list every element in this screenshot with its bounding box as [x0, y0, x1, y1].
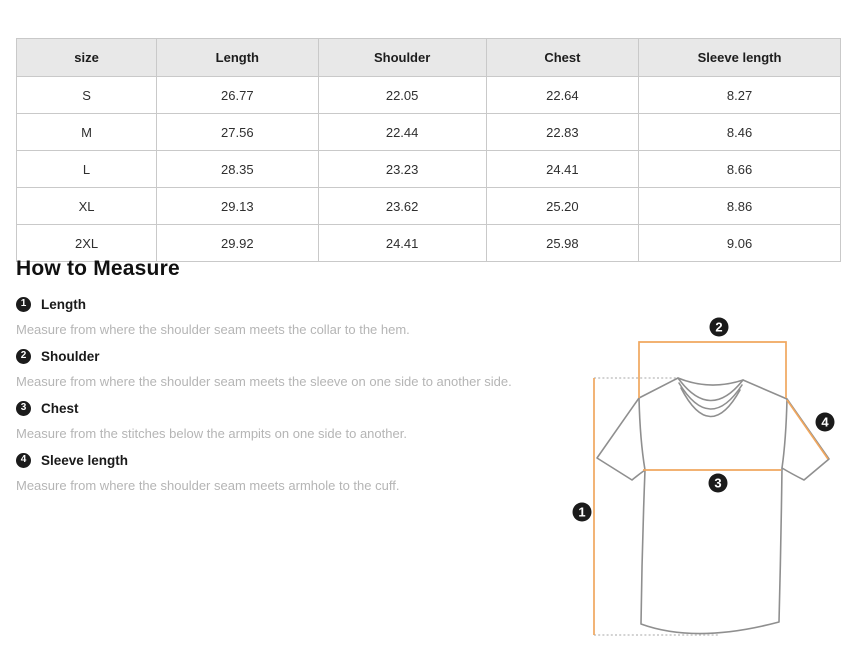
step-label: Chest [41, 400, 79, 416]
measurement-cell: 27.56 [157, 114, 319, 151]
measurement-cell: 8.66 [639, 151, 841, 188]
measurement-cell: 8.86 [639, 188, 841, 225]
step-label: Length [41, 296, 86, 312]
measurement-cell: 8.27 [639, 77, 841, 114]
measurement-cell: 23.23 [318, 151, 486, 188]
measure-item-chest [16, 400, 561, 442]
measurement-cell: 23.62 [318, 188, 486, 225]
table-row-l [17, 151, 841, 188]
column-header-length: Length [157, 39, 319, 77]
step-description: Measure from the stitches below the armpits on one side to another. [16, 426, 407, 441]
measurement-cell: 22.44 [318, 114, 486, 151]
size-chart-table [16, 38, 841, 262]
table-header-row [17, 39, 841, 77]
measure-item-length [16, 296, 561, 338]
svg-text:3: 3 [714, 475, 722, 491]
size-cell: M [17, 114, 157, 151]
measurement-cell: 25.98 [486, 225, 638, 262]
size-cell: XL [17, 188, 157, 225]
step-label: Shoulder [41, 348, 100, 364]
measurement-cell: 25.20 [486, 188, 638, 225]
measurement-cell: 9.06 [639, 225, 841, 262]
column-header-shoulder: Shoulder [318, 39, 486, 77]
size-cell: 2XL [17, 225, 157, 262]
measure-item-shoulder [16, 348, 561, 390]
column-header-sleeve-length: Sleeve length [639, 39, 841, 77]
step-description: Measure from where the shoulder seam meets the collar to the hem. [16, 322, 410, 337]
tshirt-measurement-diagram-icon [557, 295, 857, 672]
column-header-chest: Chest [486, 39, 638, 77]
svg-text:1: 1 [578, 504, 586, 520]
measurement-cell: 22.05 [318, 77, 486, 114]
column-header-size: size [17, 39, 157, 77]
diagram-badge-chest [709, 474, 728, 493]
step-description: Measure from where the shoulder seam meets armhole to the cuff. [16, 478, 400, 493]
measurement-cell: 24.41 [318, 225, 486, 262]
diagram-badge-sleeve [816, 413, 835, 432]
measurement-cell: 22.83 [486, 114, 638, 151]
size-cell: S [17, 77, 157, 114]
size-cell: L [17, 151, 157, 188]
measurement-cell: 24.41 [486, 151, 638, 188]
table-row-m [17, 114, 841, 151]
table-row-xl [17, 188, 841, 225]
table-row-s [17, 77, 841, 114]
diagram-badge-shoulder [710, 318, 729, 337]
measurement-cell: 28.35 [157, 151, 319, 188]
measurement-cell: 8.46 [639, 114, 841, 151]
measure-item-sleeve-length [16, 452, 561, 494]
svg-text:2: 2 [715, 319, 723, 335]
measurement-cell: 22.64 [486, 77, 638, 114]
svg-text:4: 4 [821, 414, 829, 430]
measurement-cell: 29.13 [157, 188, 319, 225]
step-number-badge-icon: 1 [16, 297, 31, 312]
step-description: Measure from where the shoulder seam meets the sleeve on one side to another side. [16, 374, 512, 389]
measure-instructions-list [16, 296, 561, 504]
diagram-badge-length [573, 503, 592, 522]
step-number-badge-icon: 4 [16, 453, 31, 468]
how-to-measure-heading: How to Measure [16, 257, 180, 280]
step-label: Sleeve length [41, 452, 129, 468]
collar-back-line [678, 378, 743, 385]
measurement-cell: 29.92 [157, 225, 319, 262]
measurement-cell: 26.77 [157, 77, 319, 114]
step-number-badge-icon: 2 [16, 349, 31, 364]
step-number-badge-icon: 3 [16, 401, 31, 416]
